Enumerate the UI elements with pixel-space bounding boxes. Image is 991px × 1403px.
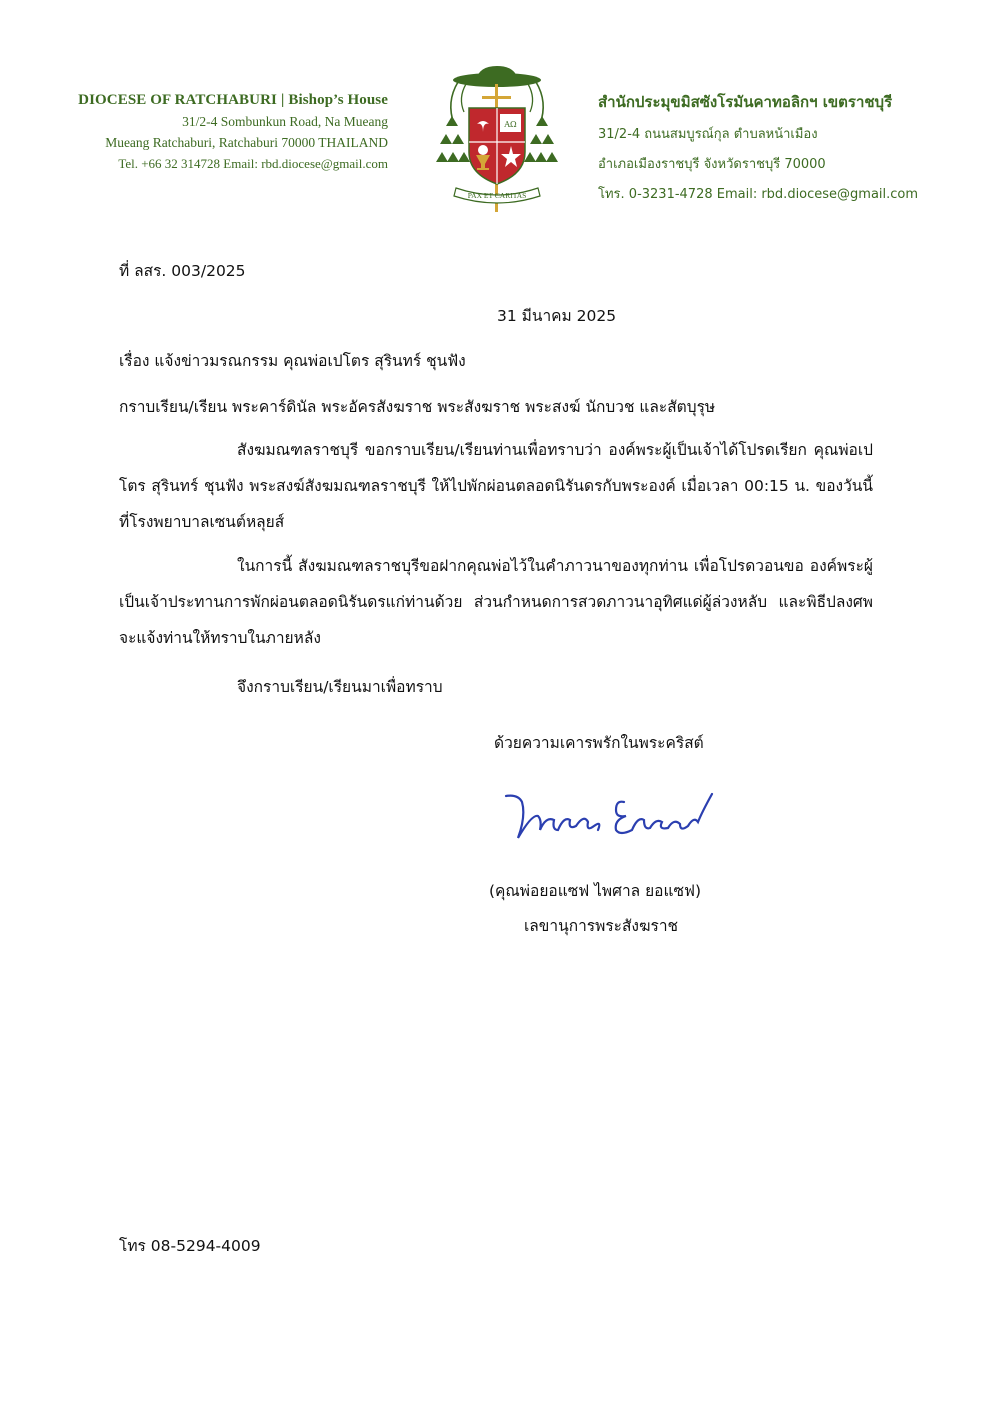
closing-request: จึงกราบเรียน/เรียนมาเพื่อทราบ — [237, 678, 443, 696]
letterhead-english-title — [40, 92, 388, 109]
motto-text: PAX ET CARITAS — [467, 191, 527, 200]
thai-address-line1: 31/2-4 ถนนสมบูรณ์กุล ตำบลหน้าเมือง — [598, 127, 818, 142]
english-address-line1: 31/2-4 Sombunkun Road, Na Mueang — [182, 114, 388, 129]
host-icon — [478, 145, 488, 155]
thai-address-line2: อำเภอเมืองราชบุรี จังหวัดราชบุรี 70000 — [598, 157, 826, 172]
salutation: กราบเรียน/เรียน พระคาร์ดินัล พระอัครสังฆราช พระสังฆราช พระสงฆ์ นักบวช และสัตบุรุษ — [119, 398, 716, 416]
organization-name: DIOCESE OF RATCHABURI — [78, 92, 277, 108]
thai-organization-name: สำนักประมุขมิสซังโรมันคาทอลิกฯ เขตราชบุรี — [598, 93, 893, 111]
alpha-omega-text: AΩ — [504, 120, 517, 129]
handwritten-signature — [498, 786, 728, 852]
english-address-line2: Mueang Ratchaburi, Ratchaburi 70000 THAILAND — [105, 135, 388, 150]
paragraph-prayer-request — [119, 548, 873, 656]
reference-number: ที่ ลสร. 003/2025 — [119, 262, 246, 280]
english-contact: Tel. +66 32 314728 Email: rbd.diocese@gmail.com — [118, 156, 388, 171]
paragraph-announcement — [119, 432, 873, 540]
contact-phone: โทร 08-5294-4009 — [119, 1237, 261, 1255]
office-name: Bishop’s House — [288, 92, 388, 108]
title-separator: | — [280, 92, 285, 108]
galero-crown — [476, 66, 518, 80]
letterhead-thai — [598, 90, 978, 204]
thai-contact: โทร. 0-3231-4728 Email: rbd.diocese@gmail.com — [598, 187, 919, 202]
signer-name: (คุณพ่อยอแซฟ ไพศาล ยอแซฟ) — [489, 882, 702, 900]
letter-date: 31 มีนาคม 2025 — [497, 307, 617, 325]
tassels-left-icon — [436, 116, 470, 162]
crest-svg — [436, 62, 558, 220]
closing-phrase: ด้วยความเคารพรักในพระคริสต์ — [494, 734, 704, 752]
signature-svg — [498, 786, 728, 852]
cross-bar — [482, 96, 511, 99]
tassels-right-icon — [524, 116, 558, 162]
paragraph-announcement-text: สังฆมณฑลราชบุรี ขอกราบเรียน/เรียนท่านเพื่อทราบว่า องค์พระผู้เป็นเจ้าได้โปรดเรียก คุณพ่อเปโตร สุรินทร์ ชุนฟัง พระสงฆ์สังฆมณฑลราชบุรี ให้ไปพักผ่อนตลอดนิรันดรกับพระองค์ เมื่อเวลา 00:15 น. ของวันนี้ ที่โรงพยาบาลเซนต์หลุยส์ — [119, 441, 873, 531]
letterhead-english — [40, 92, 388, 172]
paragraph-prayer-request-text: ในการนี้ สังฆมณฑลราชบุรีขอฝากคุณพ่อไว้ในคำภาวนาของทุกท่าน เพื่อโปรดวอนขอ องค์พระผู้เป็นเจ้าประทานการพักผ่อนตลอดนิรันดรแก่ท่านด้วย ส่วนกำหนดการสวดภาวนาอุทิศแด่ผู้ล่วงหลับ และพิธีปลงศพ จะแจ้งท่านให้ทราบในภายหลัง — [119, 557, 873, 647]
diocese-crest — [436, 62, 558, 220]
subject-line: เรื่อง แจ้งข่าวมรณกรรม คุณพ่อเปโตร สุรินทร์ ชุนฟัง — [119, 352, 466, 370]
signer-title: เลขานุการพระสังฆราช — [524, 917, 679, 935]
